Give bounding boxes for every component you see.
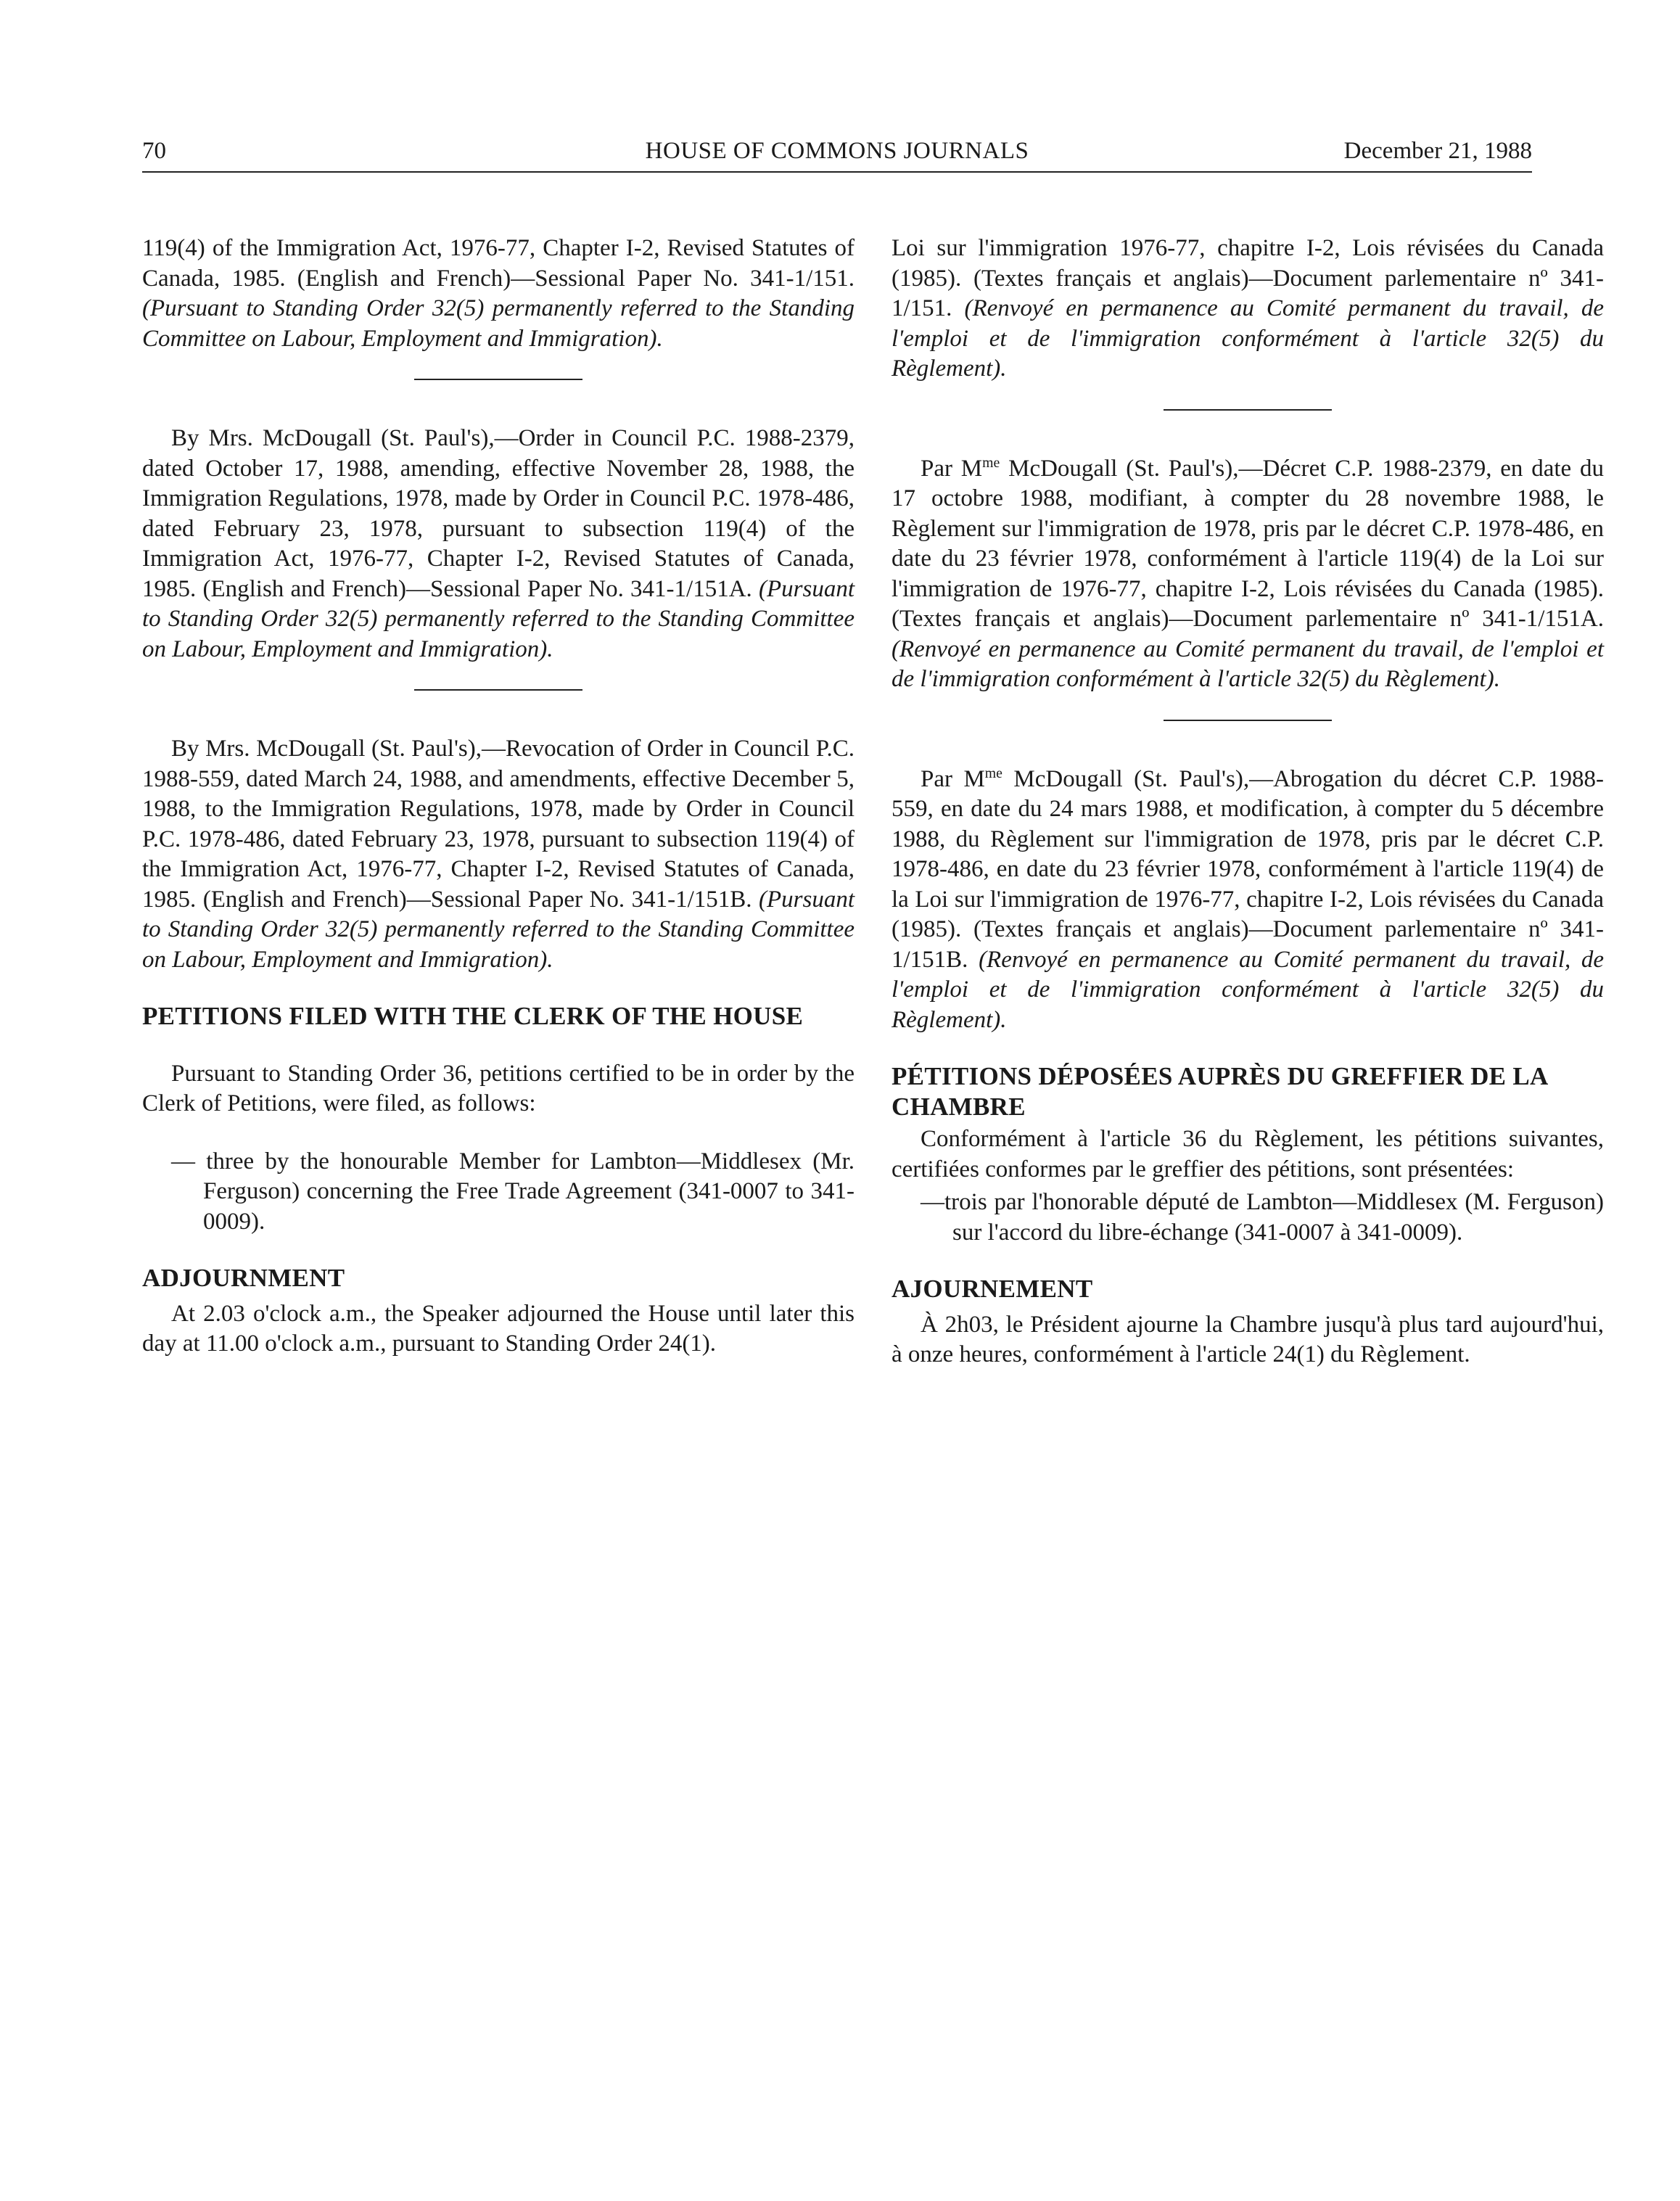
petition-entry: — three by the honourable Member for Lambton—Middlesex (Mr. Ferguson) concerning the Free Trade Agreement (341-0007 to 341-0009). [171,1148,855,1235]
petitions-intro: Conformément à l'article 36 du Règlement, les pétitions suivantes, certifiées conformes par le greffier des pétitions, sont présentées: [892,1126,1604,1182]
journal-title: HOUSE OF COMMONS JOURNALS [645,138,1029,164]
sessional-paper-item: Par $M^{me}$ McDougall (St. Paul's),—Décret C.P. 1988-2379, en date du 17 octobre 1988, modifiant, à compter du 28 novembre 1988, le Règlement sur l'immigration de 1978, pris par le décret C.P. 1978-486, en date du 23 février 1978, conformément à l'article 119(4) de la Loi sur l'immigration de 1976-77, chapitre I-2, Lois révisées du Canada (1985). (Textes français et anglais)—Document parlementaire nº 341-1/151A. (Renvoyé en permanence au Comité permanent du travail, de l'emploi et de l'immigration conformément à l'article 32(5) du Règlement). [892,454,1604,692]
sessional-paper-item: Par $M^{me}$ McDougall (St. Paul's),—Abrogation du décret C.P. 1988-559, en date du 24 mars 1988, et modification, à compter du 5 décembre 1988, du Règlement sur l'immigration de 1978, pris par le décret C.P. 1978-486, en date du 23 février 1978, conformément à l'article 119(4) de la Loi sur l'immigration de 1976-77, chapitre I-2, Lois révisées du Canada (1985). (Textes français et anglais)—Document parlementaire nº 341-1/151B. (Renvoyé en permanence au Comité permanent du travail, de l'emploi et de l'immigration conformément à l'article 32(5) du Règlement). [892,765,1605,1033]
adjournment-heading: AJOURNEMENT [892,1275,1093,1303]
sessional-paper-item: By Mrs. McDougall (St. Paul's),—Revocation of Order in Council P.C. 1988-559, dated March 24, 1988, and amendments, effective December 5, 1988, to the Immigration Regulations, 1978, made by Order in Council P.C. 1978-486, dated February 23, 1978, pursuant to subsection 119(4) of the Immigration Act, 1976-77, Chapter I-2, Revised Statutes of Canada, 1985. (English and French)—Sessional Paper No. 341-1/151B. (Pursuant to Standing Order 32(5) permanently referred to the Standing Committee on Labour, Employment and Immigration). [142,736,855,973]
english-column [142,234,855,1359]
separator-rule [414,689,582,691]
petitions-heading: PÉTITIONS DÉPOSÉES AUPRÈS DU GREFFIER DE LA CHAMBRE [892,1062,1547,1121]
continuation-paragraph: Loi sur l'immigration 1976-77, chapitre I-2, Lois révisées du Canada (1985). (Textes français et anglais)—Document parlementaire nº 341-1/151. (Renvoyé en permanence au Comité permanent du travail, de l'emploi et de l'immigration conformément à l'article 32(5) du Règlement). [892,235,1604,382]
french-column [892,234,1604,1370]
continuation-paragraph: 119(4) of the Immigration Act, 1976-77, Chapter I-2, Revised Statutes of Canada, 1985. (English and French)—Sessional Paper No. 341-1/151. (Pursuant to Standing Order 32(5) permanently referred to the Standing Committee on Labour, Employment and Immigration). [142,235,855,352]
separator-rule [1164,409,1332,411]
sessional-paper-item: By Mrs. McDougall (St. Paul's),—Order in Council P.C. 1988-2379, dated October 17, 1988, amending, effective November 28, 1988, the Immigration Regulations, 1978, made by Order in Council P.C. 1978-486, dated February 23, 1978, pursuant to subsection 119(4) of the Immigration Act, 1976-77, Chapter I-2, Revised Statutes of Canada, 1985. (English and French)—Sessional Paper No. 341-1/151A. (Pursuant to Standing Order 32(5) permanently referred to the Standing Committee on Labour, Employment and Immigration). [142,425,855,662]
separator-rule [414,379,582,380]
petition-entry: —trois par l'honorable député de Lambton—Middlesex (M. Ferguson) sur l'accord du libre-échange (341-0007 à 341-0009). [921,1189,1604,1246]
petitions-intro: Pursuant to Standing Order 36, petitions certified to be in order by the Clerk of Petitions, were filed, as follows: [142,1060,855,1116]
journal-date: December 21, 1988 [1343,138,1532,164]
adjournment-text: À 2h03, le Président ajourne la Chambre jusqu'à plus tard aujourd'hui, à onze heures, conformément à l'article 24(1) du Règlement. [892,1311,1604,1367]
separator-rule [1164,720,1332,721]
page-number: 70 [142,138,166,164]
adjournment-text: At 2.03 o'clock a.m., the Speaker adjourned the House until later this day at 11.00 o'clock a.m., pursuant to Standing Order 24(1). [142,1300,855,1357]
running-header [142,133,1532,173]
petitions-heading: PETITIONS FILED WITH THE CLERK OF THE HOUSE [142,1002,804,1030]
adjournment-heading: ADJOURNMENT [142,1264,345,1292]
